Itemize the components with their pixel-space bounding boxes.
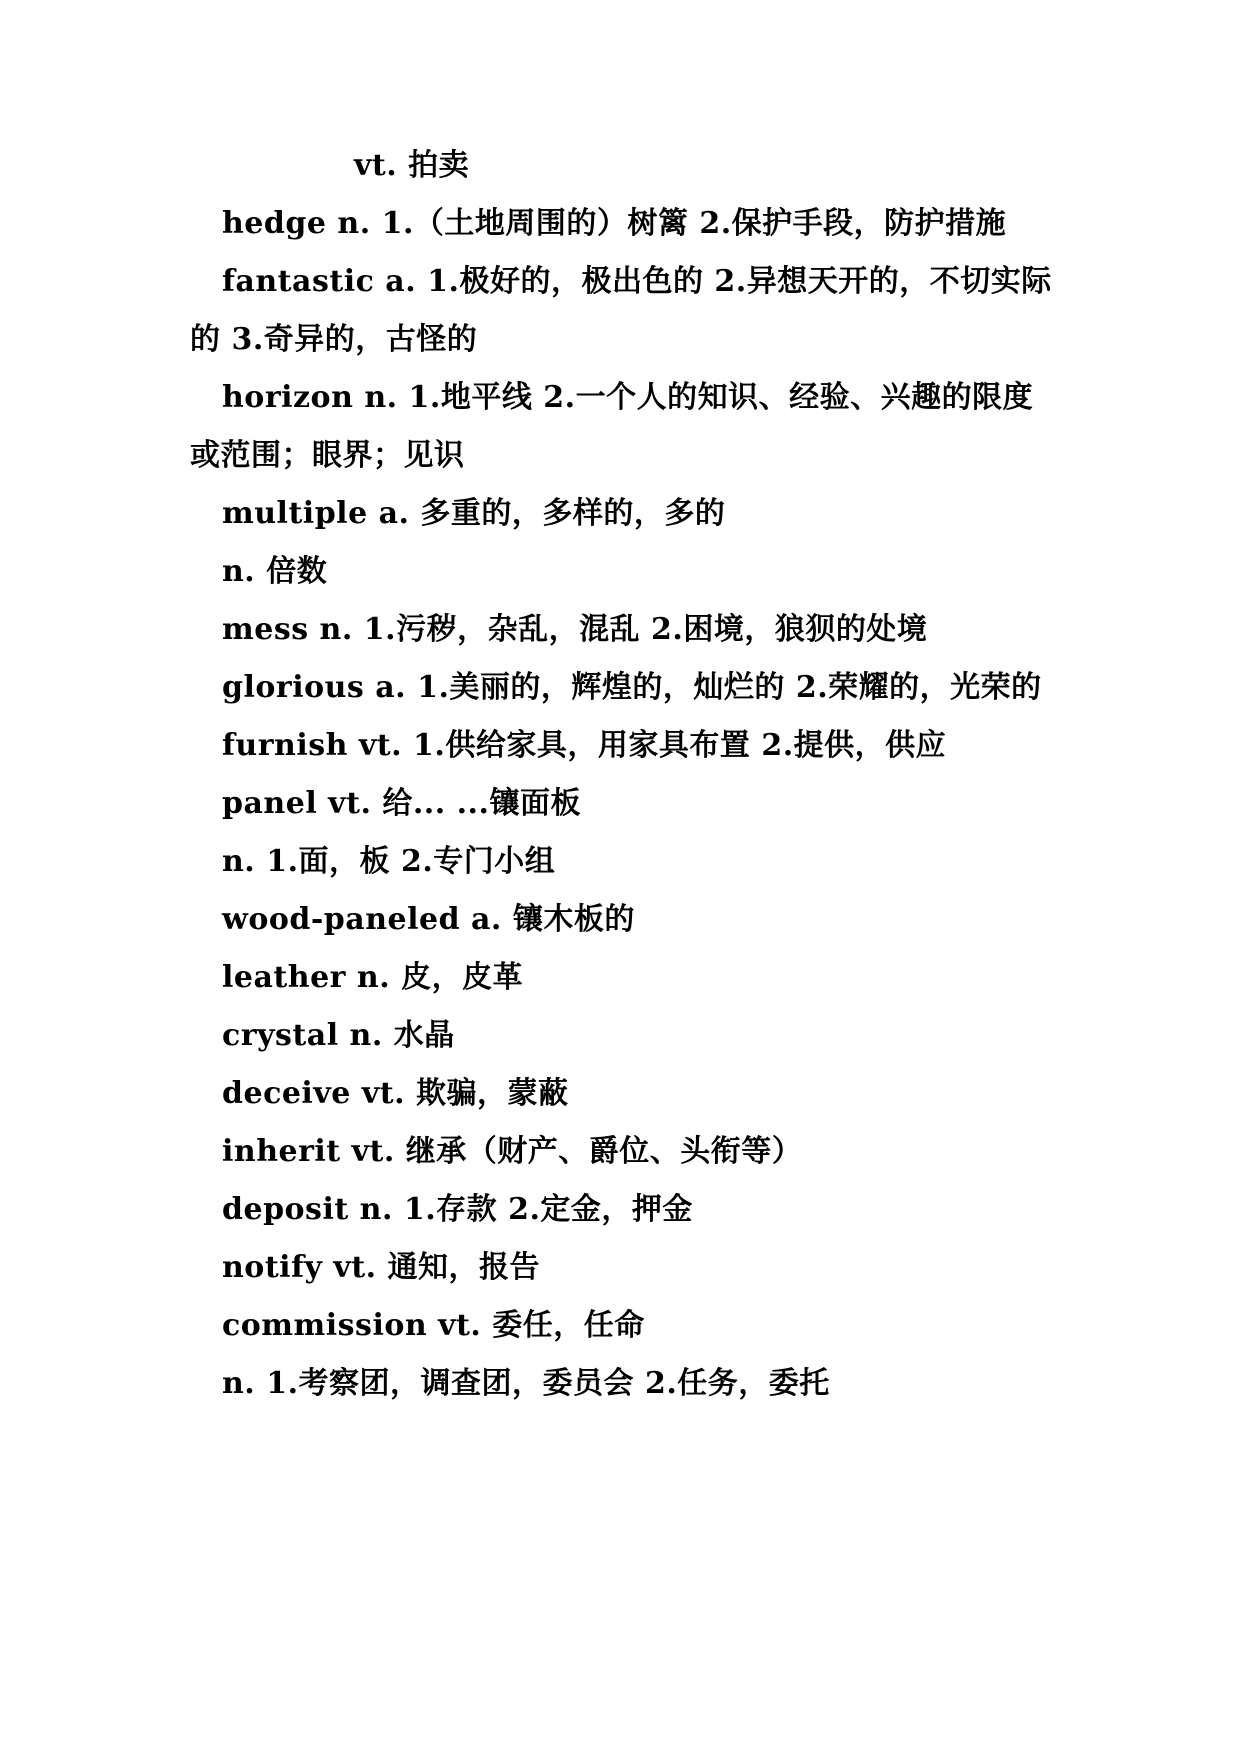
vocab-line: 或范围；眼界；见识: [190, 438, 465, 473]
vocab-line: horizon n. 1.地平线 2.一个人的知识、经验、兴趣的限度: [222, 380, 1034, 415]
vocab-line: hedge n. 1.（土地周围的）树篱 2.保护手段，防护措施: [222, 206, 1007, 241]
vocab-line: n. 倍数: [222, 554, 328, 589]
vocab-line: n. 1.考察团，调查团，委员会 2.任务，委托: [222, 1366, 830, 1401]
vocab-line: panel vt. 给... ...镶面板: [222, 786, 581, 821]
vocab-line: n. 1.面，板 2.专门小组: [222, 844, 556, 879]
vocab-line: multiple a. 多重的，多样的，多的: [222, 496, 726, 531]
vocab-line: 的 3.奇异的，古怪的: [190, 322, 478, 357]
vocab-line: notify vt. 通知，报告: [222, 1250, 541, 1285]
vocab-line: furnish vt. 1.供给家具，用家具布置 2.提供，供应: [222, 728, 947, 763]
vocab-line: inherit vt. 继承（财产、爵位、头衔等）: [222, 1134, 803, 1169]
vocab-line: deceive vt. 欺骗，蒙蔽: [222, 1076, 569, 1111]
vocab-line: wood-paneled a. 镶木板的: [222, 902, 635, 937]
vocab-line: fantastic a. 1.极好的，极出色的 2.异想天开的，不切实际: [222, 264, 1052, 299]
vocab-line: glorious a. 1.美丽的，辉煌的，灿烂的 2.荣耀的，光荣的: [222, 670, 1042, 705]
vocab-line: crystal n. 水晶: [222, 1018, 455, 1053]
vocab-line: leather n. 皮，皮革: [222, 960, 524, 995]
vocab-line: deposit n. 1.存款 2.定金，押金: [222, 1192, 693, 1227]
vocab-line: mess n. 1.污秽，杂乱，混乱 2.困境，狼狈的处境: [222, 612, 928, 647]
vocab-line: vt. 拍卖: [354, 148, 470, 183]
vocab-line: commission vt. 委任，任命: [222, 1308, 645, 1343]
